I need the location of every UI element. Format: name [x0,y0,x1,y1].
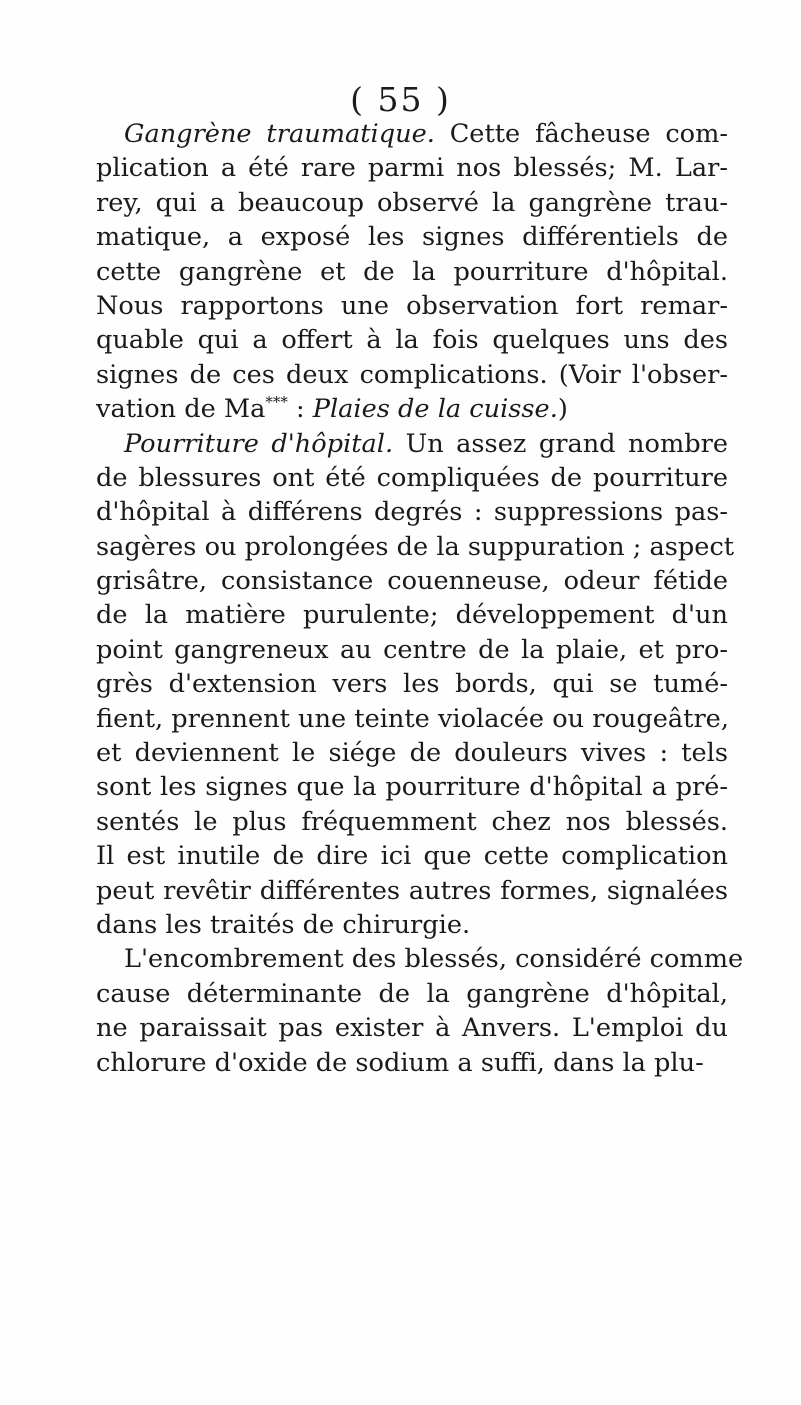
text-run: matique, a exposé les signes différentiels de [96,222,728,253]
text-line [96,839,728,873]
text-run: grisâtre, consistance couenneuse, odeur fétide [96,566,728,597]
text-line [96,667,728,701]
text-run: : [287,394,313,425]
text-run: grès d'extension vers les bords, qui se tumé- [96,669,728,700]
text-line [96,1011,728,1045]
text-run: point gangreneux au centre de la plaie, et pro- [96,634,728,665]
text-run: de blessures ont été compliquées de pourriture [96,462,728,493]
text-run: Il est inutile de dire ici que cette complication [96,841,728,872]
text-line [96,598,728,632]
text-line [96,736,728,770]
text-line [96,874,728,908]
text-line [96,942,744,976]
text-run: et deviennent le siége de douleurs vives : tels [96,738,728,769]
text-line [96,358,728,392]
text-run: sont les signes que la pourriture d'hôpital a pré- [96,772,728,803]
text-line [96,495,728,529]
text-line [96,461,728,495]
text-line [96,564,728,598]
text-line [96,151,728,185]
text-run: L'encombrement des blessés, considéré comme [124,944,744,975]
page-number: ( 55 ) [350,80,451,119]
text-run: fient, prennent une teinte violacée ou rougeâtre, [96,703,729,734]
text-run: Un assez grand nombre [393,428,728,459]
italic-text: Pourriture d'hôpital. [124,428,394,459]
text-run: dans les traités de chirurgie. [96,909,471,940]
text-run: sentés le plus fréquemment chez nos blessés. [96,806,728,837]
text-run: Nous rapportons une observation fort remar- [96,290,728,321]
text-run: peut revêtir différentes autres formes, signalées [96,875,728,906]
text-run: de la matière purulente; développement d'un [96,600,728,631]
text-run: ) [557,394,568,425]
text-line [96,805,728,839]
text-line [96,289,728,323]
text-line [96,392,728,426]
text-run: chlorure d'oxide de sodium a suffi, dans la plu- [96,1047,704,1078]
text-line [96,770,728,804]
text-line [96,633,728,667]
text-run: ne paraissait pas exister à Anvers. L'emploi du [96,1013,728,1044]
text-line [96,1046,728,1080]
text-line [96,220,728,254]
text-line [96,702,728,736]
italic-text: Gangrène traumatique. [124,119,435,149]
text-run: sagères ou prolongées de la suppuration ; aspect [96,531,735,562]
body-text [96,117,744,1080]
text-run: d'hôpital à différens degrés : suppressions pas- [96,497,728,528]
text-run: quable qui a offert à la fois quelques uns des [96,325,728,356]
italic-text: Plaies de la cuisse. [312,394,558,425]
text-line [96,530,735,564]
superscript-text: *** [265,393,288,412]
text-run: vation de Ma [96,394,266,425]
text-line [96,117,728,151]
text-line [96,186,728,220]
text-line [96,977,728,1011]
text-run: cause déterminante de la gangrène d'hôpital, [96,978,728,1009]
text-run: plication a été rare parmi nos blessés; M. Lar- [96,153,728,184]
text-run: rey, qui a beaucoup observé la gangrène trau- [96,187,728,218]
text-run: cette gangrène et de la pourriture d'hôpital. [96,256,728,287]
text-line [96,323,728,357]
text-run: signes de ces deux complications. (Voir l'obser- [96,359,728,390]
text-line [96,427,728,461]
text-line [96,908,728,942]
text-line [96,255,728,289]
text-run: Cette fâcheuse com- [434,119,728,149]
